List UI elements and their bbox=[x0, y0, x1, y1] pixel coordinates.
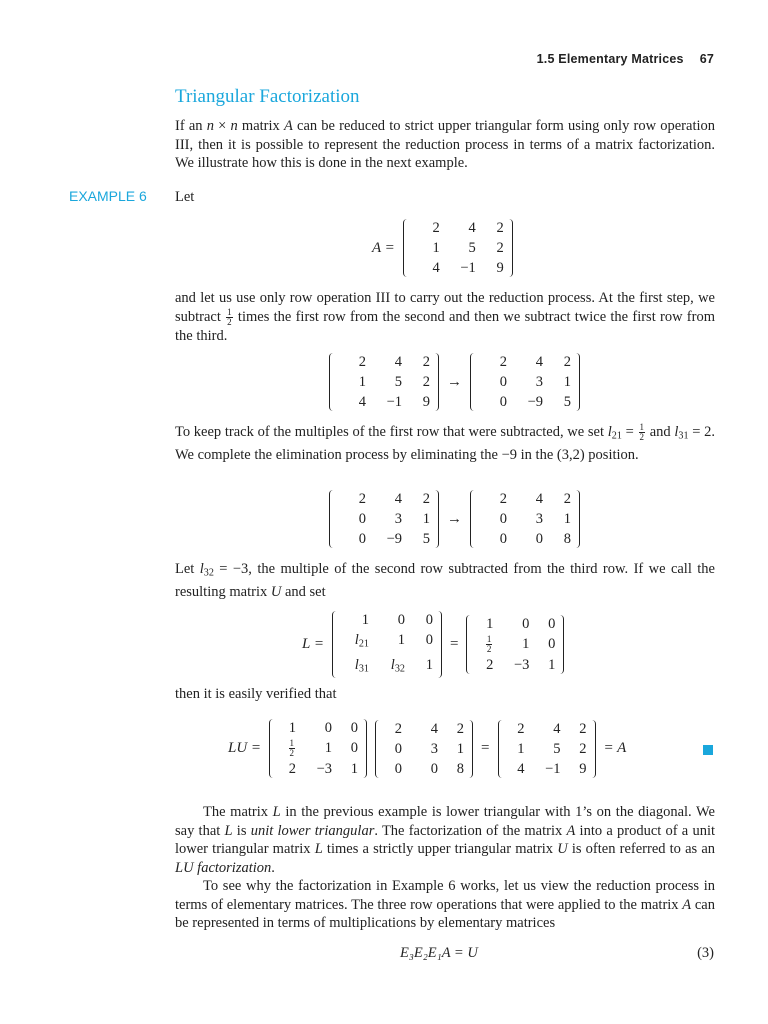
paragraph-7: To see why the factorization in Example 6 works, let us view the reduction process in terms of elementary matrices. The three row operations that were applied to the matrix A can be represented in terms of multiplications by elementary matrices bbox=[175, 878, 715, 931]
equals-sign: = bbox=[449, 636, 459, 653]
equation-number: (3) bbox=[697, 945, 714, 961]
step2-right-matrix: 2 4 2 0 3 1 0 0 8 bbox=[470, 490, 580, 548]
section-title: Triangular Factorization bbox=[175, 86, 360, 107]
lu-tail: = A bbox=[603, 740, 627, 757]
example-label: EXAMPLE 6 bbox=[69, 188, 147, 204]
paragraph-5: then it is easily verified that bbox=[175, 686, 337, 702]
matrix-l-symbolic: 1 0 0 $l_{21}$ 1 0 $l_{31}$ $l_{32}$ 1 bbox=[332, 611, 442, 678]
paragraph-4: Let $l_{32} = -3$, the multiple of the second row subtracted from the third row. If we call the resulting matrix U and set bbox=[175, 561, 715, 601]
example-let: Let bbox=[175, 189, 195, 205]
lu-u-matrix: 2 4 2 0 3 1 0 0 8 bbox=[375, 720, 473, 778]
arrow-icon: → bbox=[447, 510, 462, 527]
step1-left-matrix: 2 4 2 1 5 2 4 −1 9 bbox=[329, 353, 439, 411]
matrix-l-label: L = bbox=[302, 636, 324, 653]
reduction-step-1 bbox=[329, 353, 580, 411]
paragraph-2: and let us use only row operation III to carry out the reduction process. At the first step, we subtract $\frac{1}{2}$ times the first row from the second and then we subtract twice the first row from the third. bbox=[175, 290, 715, 344]
reduction-step-2 bbox=[329, 490, 580, 548]
end-of-example-square-icon bbox=[703, 745, 713, 755]
step1-right-matrix: 2 4 2 0 3 1 0 −9 5 bbox=[470, 353, 580, 411]
page-number: 67 bbox=[699, 52, 714, 66]
lu-equation bbox=[228, 719, 626, 778]
matrix-l-equation bbox=[302, 611, 564, 678]
lu-a-matrix: 2 4 2 1 5 2 4 −1 9 bbox=[498, 720, 596, 778]
matrix-l-numeric: 1 0 0 $\frac{1}{2}$ 1 0 2 −3 1 bbox=[466, 615, 564, 674]
lu-label: LU = bbox=[228, 740, 262, 757]
matrix-a-label: A = bbox=[372, 239, 395, 256]
matrix-a: 2 4 2 1 5 2 4 −1 9 bbox=[403, 219, 513, 277]
paragraph-3: To keep track of the multiples of the first row that were subtracted, we set $l_{21}$ = $\frac{1}{2}$ and $l_{31} = 2$. We complete the elimination process by eliminating the −9 in the (3,2) position. bbox=[175, 422, 715, 464]
running-header bbox=[537, 52, 714, 66]
header-section: 1.5 Elementary Matrices bbox=[536, 52, 684, 66]
paragraph-6: The matrix L in the previous example is lower triangular with 1’s on the diagonal. We say that L is unit lower triangular. The factorization of the matrix A into a product of a unit lower triangular matrix L times a strictly upper triangular matrix U is often referred to as an LU factorization. bbox=[175, 804, 716, 876]
equation-3: E₃E₂E₁A = U bbox=[400, 945, 478, 961]
intro-paragraph: If an n × n matrix A can be reduced to strict upper triangular form using only row operation III, then it is possible to represent the reduction process in terms of a matrix factorization. We illustrate how this is done in the next example. bbox=[175, 118, 716, 171]
equals-sign: = bbox=[481, 740, 490, 757]
matrix-a-equation bbox=[372, 219, 513, 277]
step2-left-matrix: 2 4 2 0 3 1 0 −9 5 bbox=[329, 490, 439, 548]
arrow-icon: → bbox=[447, 373, 462, 390]
lu-l-matrix: 1 0 0 $\frac{1}{2}$ 1 0 2 −3 1 bbox=[269, 719, 367, 778]
